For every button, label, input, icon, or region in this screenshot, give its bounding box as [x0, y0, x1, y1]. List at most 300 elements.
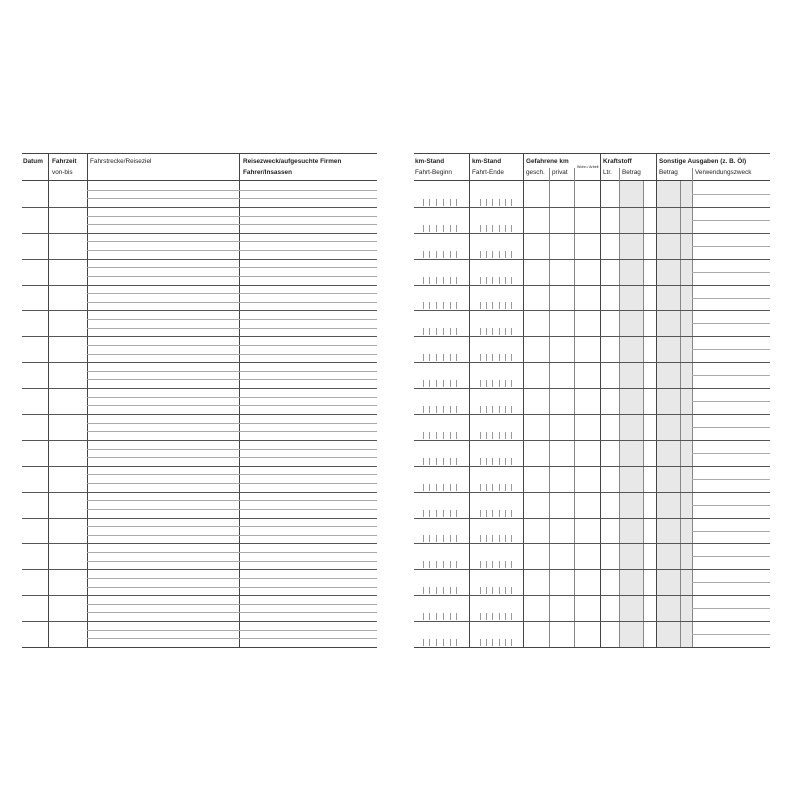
sub-ruling: [87, 509, 377, 510]
digit-tick: [499, 561, 500, 568]
digit-tick: [443, 328, 444, 335]
header-divider: [619, 168, 620, 182]
digit-tick: [480, 587, 481, 594]
digit-tick: [429, 458, 430, 465]
digit-tick: [443, 639, 444, 646]
digit-tick: [499, 458, 500, 465]
sub-ruling: [87, 241, 377, 242]
sub-ruling: [692, 608, 770, 609]
digit-tick: [429, 510, 430, 517]
digit-tick: [486, 561, 487, 568]
row-ruling: [22, 259, 377, 260]
sub-ruling: [87, 587, 377, 588]
digit-tick: [423, 535, 424, 542]
digit-tick: [505, 613, 506, 620]
row-ruling: [22, 518, 377, 519]
digit-tick: [423, 639, 424, 646]
digit-tick: [511, 432, 512, 439]
header-divider: [523, 154, 524, 182]
digit-tick: [486, 406, 487, 413]
digit-tick: [450, 251, 451, 258]
digit-tick: [505, 561, 506, 568]
digit-tick: [492, 613, 493, 620]
row-ruling: [414, 621, 770, 622]
digit-tick: [480, 328, 481, 335]
header-reisezweck: Reisezweck/aufgesuchte Firmen: [243, 158, 342, 165]
digit-tick: [450, 561, 451, 568]
sub-ruling: [87, 198, 377, 199]
digit-tick: [456, 302, 457, 309]
digit-tick: [499, 199, 500, 206]
left-logbook-page: [22, 153, 377, 647]
sub-ruling: [87, 250, 377, 251]
digit-tick: [456, 354, 457, 361]
digit-tick: [436, 380, 437, 387]
digit-tick: [423, 561, 424, 568]
digit-tick: [450, 199, 451, 206]
sub-ruling: [87, 630, 377, 631]
digit-tick: [429, 432, 430, 439]
row-ruling: [22, 621, 377, 622]
row-ruling: [414, 388, 770, 389]
digit-tick: [429, 328, 430, 335]
digit-tick: [423, 406, 424, 413]
digit-tick: [450, 484, 451, 491]
digit-tick: [456, 328, 457, 335]
digit-tick: [505, 406, 506, 413]
digit-tick: [450, 354, 451, 361]
row-ruling: [414, 466, 770, 467]
digit-tick: [499, 535, 500, 542]
row-ruling: [414, 259, 770, 260]
digit-tick: [499, 587, 500, 594]
sub-ruling: [692, 375, 770, 376]
digit-tick: [505, 432, 506, 439]
digit-tick: [450, 302, 451, 309]
right-header-row: [414, 153, 770, 181]
row-ruling: [414, 207, 770, 208]
digit-tick: [499, 380, 500, 387]
digit-tick: [436, 484, 437, 491]
digit-tick: [511, 535, 512, 542]
header-gesch: gesch.: [526, 169, 545, 176]
digit-tick: [436, 432, 437, 439]
digit-tick: [492, 510, 493, 517]
digit-tick: [499, 510, 500, 517]
sub-ruling: [692, 427, 770, 428]
right-logbook-body: [414, 181, 770, 647]
digit-tick: [486, 484, 487, 491]
digit-tick: [429, 587, 430, 594]
sub-ruling: [87, 483, 377, 484]
digit-tick: [505, 225, 506, 232]
header-divider: [48, 154, 49, 182]
digit-tick: [492, 225, 493, 232]
digit-tick: [456, 458, 457, 465]
digit-tick: [423, 613, 424, 620]
sub-ruling: [87, 474, 377, 475]
digit-tick: [492, 458, 493, 465]
digit-tick: [486, 225, 487, 232]
header-divider: [239, 154, 240, 182]
sub-ruling: [87, 552, 377, 553]
digit-tick: [450, 225, 451, 232]
digit-tick: [499, 613, 500, 620]
sub-ruling: [87, 319, 377, 320]
digit-tick: [492, 406, 493, 413]
sub-ruling: [87, 354, 377, 355]
digit-tick: [423, 458, 424, 465]
digit-tick: [511, 406, 512, 413]
sub-ruling: [87, 423, 377, 424]
header-fahrzeit: Fahrzeit: [52, 158, 77, 165]
header-fahrstrecke: Fahrstrecke/Reiseziel: [90, 158, 152, 165]
row-ruling: [22, 414, 377, 415]
digit-tick: [486, 302, 487, 309]
digit-tick: [456, 199, 457, 206]
header-divider: [600, 154, 601, 182]
digit-tick: [499, 639, 500, 646]
sub-ruling: [87, 224, 377, 225]
header-betrag-2: Betrag: [659, 169, 678, 176]
digit-tick: [492, 354, 493, 361]
sub-ruling: [692, 194, 770, 195]
digit-tick: [511, 225, 512, 232]
header-von-bis: von-bis: [52, 169, 73, 176]
digit-tick: [505, 510, 506, 517]
digit-tick: [436, 225, 437, 232]
digit-tick: [486, 432, 487, 439]
digit-tick: [450, 406, 451, 413]
sub-ruling: [87, 431, 377, 432]
digit-tick: [436, 561, 437, 568]
digit-tick: [443, 458, 444, 465]
sub-ruling: [87, 535, 377, 536]
digit-tick: [423, 432, 424, 439]
sub-ruling: [692, 220, 770, 221]
digit-tick: [511, 613, 512, 620]
sub-ruling: [692, 531, 770, 532]
digit-tick: [443, 380, 444, 387]
sub-ruling: [87, 293, 377, 294]
digit-tick: [486, 199, 487, 206]
digit-tick: [492, 302, 493, 309]
header-divider: [656, 154, 657, 182]
digit-tick: [499, 484, 500, 491]
left-header-row: [22, 153, 377, 181]
row-ruling: [414, 414, 770, 415]
digit-tick: [492, 380, 493, 387]
sub-ruling: [692, 272, 770, 273]
digit-tick: [499, 277, 500, 284]
digit-tick: [505, 328, 506, 335]
sub-ruling: [87, 578, 377, 579]
digit-tick: [429, 406, 430, 413]
header-fahrer-insassen: Fahrer/Insassen: [243, 169, 293, 176]
digit-tick: [511, 354, 512, 361]
digit-tick: [450, 510, 451, 517]
digit-tick: [443, 510, 444, 517]
digit-tick: [456, 535, 457, 542]
sub-ruling: [692, 246, 770, 247]
digit-tick: [492, 639, 493, 646]
digit-tick: [436, 535, 437, 542]
digit-tick: [480, 535, 481, 542]
digit-tick: [511, 510, 512, 517]
digit-tick: [450, 639, 451, 646]
row-ruling: [22, 207, 377, 208]
sub-ruling: [87, 345, 377, 346]
digit-tick: [436, 302, 437, 309]
digit-tick: [423, 587, 424, 594]
sub-ruling: [87, 500, 377, 501]
row-ruling: [22, 362, 377, 363]
digit-tick: [480, 510, 481, 517]
digit-tick: [443, 277, 444, 284]
digit-tick: [480, 561, 481, 568]
digit-tick: [423, 302, 424, 309]
row-ruling: [22, 336, 377, 337]
digit-tick: [436, 277, 437, 284]
digit-tick: [456, 380, 457, 387]
sub-ruling: [87, 449, 377, 450]
header-fahrt-beginn: Fahrt-Beginn: [415, 169, 452, 176]
digit-tick: [486, 535, 487, 542]
digit-tick: [436, 587, 437, 594]
digit-tick: [511, 587, 512, 594]
digit-tick: [505, 199, 506, 206]
header-ltr: Ltr.: [603, 169, 612, 176]
digit-tick: [511, 561, 512, 568]
digit-tick: [443, 225, 444, 232]
sub-ruling: [87, 379, 377, 380]
row-ruling: [414, 595, 770, 596]
header-divider: [549, 168, 550, 182]
digit-tick: [486, 510, 487, 517]
digit-tick: [429, 302, 430, 309]
sub-ruling: [692, 453, 770, 454]
digit-tick: [436, 510, 437, 517]
digit-tick: [423, 225, 424, 232]
digit-tick: [480, 251, 481, 258]
sub-ruling: [692, 634, 770, 635]
digit-tick: [505, 302, 506, 309]
sub-ruling: [87, 328, 377, 329]
digit-tick: [505, 458, 506, 465]
digit-tick: [456, 613, 457, 620]
digit-tick: [456, 225, 457, 232]
digit-tick: [450, 613, 451, 620]
row-ruling: [22, 595, 377, 596]
digit-tick: [436, 199, 437, 206]
digit-tick: [429, 561, 430, 568]
header-divider: [692, 168, 693, 182]
row-ruling: [22, 233, 377, 234]
digit-tick: [423, 199, 424, 206]
row-ruling: [22, 388, 377, 389]
header-privat: privat: [552, 169, 568, 176]
digit-tick: [423, 380, 424, 387]
header-km-stand-begin: km-Stand: [415, 158, 445, 165]
sub-ruling: [87, 638, 377, 639]
digit-tick: [480, 432, 481, 439]
sub-ruling: [692, 556, 770, 557]
row-ruling: [414, 440, 770, 441]
sub-ruling: [692, 323, 770, 324]
digit-tick: [480, 406, 481, 413]
digit-tick: [511, 199, 512, 206]
digit-tick: [443, 406, 444, 413]
row-ruling: [22, 466, 377, 467]
digit-tick: [499, 302, 500, 309]
sub-ruling: [692, 401, 770, 402]
digit-tick: [443, 251, 444, 258]
sub-ruling: [87, 457, 377, 458]
digit-tick: [450, 277, 451, 284]
sub-ruling: [87, 371, 377, 372]
digit-tick: [450, 328, 451, 335]
digit-tick: [456, 510, 457, 517]
digit-tick: [456, 587, 457, 594]
digit-tick: [436, 406, 437, 413]
row-ruling: [414, 569, 770, 570]
row-ruling: [414, 233, 770, 234]
digit-tick: [480, 199, 481, 206]
sub-ruling: [692, 505, 770, 506]
right-logbook-page: [414, 153, 770, 647]
digit-tick: [486, 587, 487, 594]
digit-tick: [436, 613, 437, 620]
digit-tick: [456, 406, 457, 413]
digit-tick: [429, 225, 430, 232]
digit-tick: [436, 251, 437, 258]
sub-ruling: [87, 561, 377, 562]
digit-tick: [480, 484, 481, 491]
header-km-stand-end: km-Stand: [472, 158, 502, 165]
digit-tick: [429, 199, 430, 206]
digit-tick: [443, 199, 444, 206]
sub-ruling: [87, 612, 377, 613]
digit-tick: [505, 380, 506, 387]
digit-tick: [505, 639, 506, 646]
digit-tick: [436, 354, 437, 361]
header-divider: [574, 168, 575, 182]
row-ruling: [22, 647, 377, 648]
digit-tick: [486, 639, 487, 646]
sub-ruling: [87, 190, 377, 191]
digit-tick: [436, 328, 437, 335]
digit-tick: [486, 354, 487, 361]
digit-tick: [443, 535, 444, 542]
digit-tick: [423, 510, 424, 517]
digit-tick: [429, 484, 430, 491]
header-wohn-arbeit: Wohn./ Arbeit: [577, 165, 599, 169]
digit-tick: [443, 302, 444, 309]
digit-tick: [486, 328, 487, 335]
digit-tick: [480, 458, 481, 465]
digit-tick: [499, 406, 500, 413]
digit-tick: [423, 251, 424, 258]
row-ruling: [414, 310, 770, 311]
digit-tick: [505, 484, 506, 491]
digit-tick: [511, 639, 512, 646]
digit-tick: [423, 277, 424, 284]
header-kraftstoff: Kraftstoff: [603, 158, 632, 165]
row-ruling: [22, 440, 377, 441]
row-ruling: [414, 543, 770, 544]
digit-tick: [443, 354, 444, 361]
digit-tick: [450, 458, 451, 465]
sub-ruling: [87, 276, 377, 277]
digit-tick: [423, 354, 424, 361]
digit-tick: [505, 587, 506, 594]
digit-tick: [511, 328, 512, 335]
digit-tick: [436, 639, 437, 646]
digit-tick: [456, 561, 457, 568]
row-ruling: [414, 362, 770, 363]
digit-tick: [456, 639, 457, 646]
sub-ruling: [87, 397, 377, 398]
row-ruling: [22, 310, 377, 311]
digit-tick: [511, 277, 512, 284]
digit-tick: [429, 251, 430, 258]
digit-tick: [505, 354, 506, 361]
digit-tick: [492, 277, 493, 284]
sub-ruling: [87, 216, 377, 217]
digit-tick: [450, 380, 451, 387]
digit-tick: [456, 251, 457, 258]
digit-tick: [456, 277, 457, 284]
sub-ruling: [87, 302, 377, 303]
digit-tick: [499, 225, 500, 232]
header-gefahrene-km: Gefahrene km: [526, 158, 569, 165]
sub-ruling: [87, 526, 377, 527]
digit-tick: [423, 484, 424, 491]
row-ruling: [414, 492, 770, 493]
digit-tick: [450, 535, 451, 542]
digit-tick: [492, 432, 493, 439]
digit-tick: [456, 484, 457, 491]
header-datum: Datum: [23, 158, 43, 165]
header-divider: [87, 154, 88, 182]
digit-tick: [443, 561, 444, 568]
row-ruling: [414, 285, 770, 286]
digit-tick: [443, 587, 444, 594]
digit-tick: [480, 302, 481, 309]
left-logbook-body: [22, 181, 377, 647]
row-ruling: [22, 285, 377, 286]
header-sonstige-ausgaben: Sonstige Ausgaben (z. B. Öl): [659, 158, 747, 165]
digit-tick: [486, 613, 487, 620]
header-verwendungszweck: Verwendungszweck: [695, 169, 752, 176]
digit-tick: [450, 587, 451, 594]
sub-ruling: [692, 298, 770, 299]
sub-ruling: [87, 604, 377, 605]
digit-tick: [486, 277, 487, 284]
digit-tick: [480, 277, 481, 284]
sub-ruling: [692, 349, 770, 350]
digit-tick: [423, 328, 424, 335]
digit-tick: [505, 277, 506, 284]
digit-tick: [492, 328, 493, 335]
digit-tick: [480, 380, 481, 387]
row-ruling: [22, 543, 377, 544]
digit-tick: [499, 251, 500, 258]
row-ruling: [22, 569, 377, 570]
row-ruling: [414, 518, 770, 519]
digit-tick: [492, 199, 493, 206]
digit-tick: [429, 277, 430, 284]
